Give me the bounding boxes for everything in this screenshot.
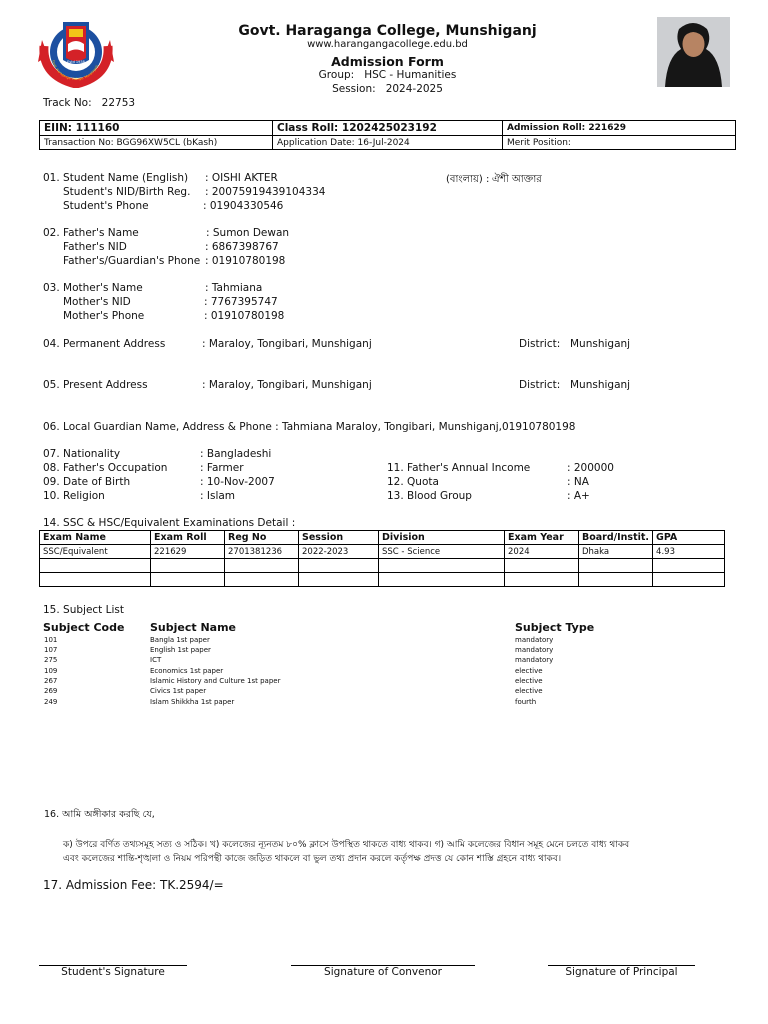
present-address-value: : Maraloy, Tongibari, Munshiganj [202, 379, 372, 391]
subject-code: 109 [44, 667, 58, 675]
subject-name: Civics 1st paper [150, 687, 207, 695]
eiin-cell: EIIN: 111160 [40, 121, 273, 136]
permanent-address-label: 04. Permanent Address [43, 338, 166, 350]
student-name-bn-value: ঐশী আক্তার [492, 174, 542, 185]
exam-cell: 221629 [151, 545, 225, 559]
logo-estd-text: Estd 1938 [67, 60, 85, 64]
present-address-label: 05. Present Address [43, 379, 148, 391]
exam-cell [653, 559, 725, 573]
exam-cell [40, 573, 151, 587]
mother-name-label: 03. Mother's Name [43, 282, 143, 294]
subject-row [0, 656, 768, 666]
quota-label: 12. Quota [387, 476, 439, 488]
income-value: : 200000 [567, 462, 614, 474]
convenor-signature-label: Signature of Convenor [324, 966, 442, 978]
track-value: 22753 [101, 97, 136, 109]
blood-group-label: 13. Blood Group [387, 490, 472, 502]
mother-name-value: : Tahmiana [205, 282, 263, 294]
application-date-cell: Application Date: 16-Jul-2024 [273, 136, 503, 150]
college-name: Govt. Haraganga College, Munshiganj [238, 23, 537, 39]
exam-cell [225, 559, 299, 573]
subject-row [0, 698, 768, 708]
exam-table-header [40, 531, 725, 545]
student-phone-value: : 01904330546 [203, 200, 284, 212]
exam-header-cell: Reg No [225, 531, 299, 545]
subject-type: elective [515, 687, 543, 695]
exam-cell: 4.93 [653, 545, 725, 559]
permanent-district-label: District: [519, 338, 561, 350]
exam-cell [379, 559, 505, 573]
subject-type: elective [515, 677, 543, 685]
group-value: HSC - Humanities [364, 69, 457, 81]
exam-section-title: 14. SSC & HSC/Equivalent Examinations Detail : [43, 517, 296, 529]
subject-type: mandatory [515, 636, 554, 644]
exam-cell [379, 573, 505, 587]
exam-cell [151, 559, 225, 573]
exam-cell [579, 573, 653, 587]
subject-row [0, 636, 768, 646]
nationality-value: : Bangladeshi [200, 448, 272, 460]
subject-name: Bangla 1st paper [150, 636, 210, 644]
exam-header-cell: Division [379, 531, 505, 545]
subject-row [0, 687, 768, 697]
exam-row [40, 573, 725, 587]
declaration-heading: 16. আমি অঙ্গীকার করছি যে, [44, 809, 155, 820]
father-phone-value: : 01910780198 [205, 255, 286, 267]
session-label: Session: [332, 83, 376, 95]
logo-ring-text: Govt. Haraganga College, Munshiganj [51, 59, 99, 82]
subject-type: mandatory [515, 646, 554, 654]
subject-row [0, 667, 768, 677]
occupation-value: : Farmer [200, 462, 244, 474]
subject-row [0, 646, 768, 656]
dob-value: : 10-Nov-2007 [200, 476, 275, 488]
father-phone-label: Father's/Guardian's Phone [63, 255, 201, 267]
subject-type: elective [515, 667, 543, 675]
college-website: www.harangangacollege.edu.bd [307, 39, 468, 50]
religion-label: 10. Religion [43, 490, 105, 502]
track-label: Track No: [43, 97, 92, 109]
exam-cell: 2024 [505, 545, 579, 559]
dob-label: 09. Date of Birth [43, 476, 131, 488]
exam-table [39, 530, 725, 587]
session-line [0, 83, 768, 95]
student-nid-value: : 20075919439104334 [205, 186, 326, 198]
exam-row [40, 559, 725, 573]
group-line [0, 69, 768, 81]
permanent-district-value: Munshiganj [570, 338, 631, 350]
admission-info-table [39, 120, 736, 150]
student-nid-label: Student's NID/Birth Reg. [63, 186, 191, 198]
mother-nid-value: : 7767395747 [204, 296, 278, 308]
local-guardian-line: 06. Local Guardian Name, Address & Phone : Tahmiana Maraloy, Tongibari, Munshiganj,01910780198 [43, 421, 576, 433]
exam-cell [299, 559, 379, 573]
exam-cell: SSC - Science [379, 545, 505, 559]
exam-cell [505, 559, 579, 573]
subject-row [0, 677, 768, 687]
form-title: Admission Form [331, 54, 444, 69]
quota-value: : NA [567, 476, 589, 488]
subject-code: 269 [44, 687, 58, 695]
student-name-value: : OISHI AKTER [205, 172, 278, 184]
track-number [43, 97, 135, 109]
group-label: Group: [318, 69, 355, 81]
father-nid-value: : 6867398767 [205, 241, 279, 253]
subject-type: fourth [515, 698, 537, 706]
blood-group-value: : A+ [567, 490, 590, 502]
exam-cell: 2022-2023 [299, 545, 379, 559]
subject-name: Islam Shikkha 1st paper [150, 698, 235, 706]
subject-code: 275 [44, 656, 58, 664]
session-value: 2024-2025 [385, 83, 443, 95]
exam-header-cell: Exam Year [505, 531, 579, 545]
exam-cell [40, 559, 151, 573]
exam-cell [653, 573, 725, 587]
student-signature-label: Student's Signature [61, 966, 165, 978]
exam-cell: 2701381236 [225, 545, 299, 559]
subject-code-header: Subject Code [43, 621, 125, 634]
transaction-cell: Transaction No: BGG96XW5CL (bKash) [40, 136, 273, 150]
subject-name: Islamic History and Culture 1st paper [150, 677, 281, 685]
subject-code: 101 [44, 636, 58, 644]
declaration-line-1: ক) উপরে বর্ণিত তথ্যসমূহ সত্য ও সঠিক। খ) কলেজের ন্যূনতম ৮০% ক্লাসে উপস্থিত থাকতে বাধ্য থাকব। গ) আমি কলেজের বিধান সমূহ মেনে চলতে বাধ্য থাকব [63, 840, 630, 850]
mother-nid-label: Mother's NID [63, 296, 131, 308]
merit-position-cell: Merit Position: [503, 136, 736, 150]
admission-fee: 17. Admission Fee: TK.2594/= [43, 878, 224, 892]
subject-code: 107 [44, 646, 58, 654]
subject-code: 249 [44, 698, 58, 706]
exam-header-cell: Exam Roll [151, 531, 225, 545]
subject-type-header: Subject Type [515, 621, 595, 634]
admission-roll-cell: Admission Roll: 221629 [503, 121, 736, 136]
subject-code: 267 [44, 677, 58, 685]
subject-section-title: 15. Subject List [43, 604, 124, 616]
subject-name: English 1st paper [150, 646, 211, 654]
exam-row [40, 545, 725, 559]
present-district-label: District: [519, 379, 561, 391]
exam-cell [505, 573, 579, 587]
father-name-label: 02. Father's Name [43, 227, 139, 239]
subject-name-header: Subject Name [150, 621, 237, 634]
exam-header-cell: Exam Name [40, 531, 151, 545]
exam-header-cell: Board/Instit. [579, 531, 653, 545]
exam-cell [151, 573, 225, 587]
subject-type: mandatory [515, 656, 554, 664]
income-label: 11. Father's Annual Income [387, 462, 531, 474]
student-phone-label: Student's Phone [63, 200, 149, 212]
class-roll-cell: Class Roll: 1202425023192 [273, 121, 503, 136]
exam-cell [579, 559, 653, 573]
permanent-address-value: : Maraloy, Tongibari, Munshiganj [202, 338, 372, 350]
father-name-value: : Sumon Dewan [206, 227, 290, 239]
principal-signature-label: Signature of Principal [565, 966, 678, 978]
father-nid-label: Father's NID [63, 241, 127, 253]
present-district-value: Munshiganj [570, 379, 631, 391]
mother-phone-label: Mother's Phone [63, 310, 145, 322]
exam-cell [225, 573, 299, 587]
exam-cell [299, 573, 379, 587]
occupation-label: 08. Father's Occupation [43, 462, 168, 474]
declaration-line-2: এবং কলেজের শান্তি-শৃঙ্খলা ও নিয়ম পরিপন্থী কাজে জড়িত থাকলে বা ভুল তথ্য প্রদান করলে কর্তৃপক্ষ প্রদত্ত যে কোন শাস্তি গ্রহনে বাধ্য থাকব। [63, 854, 562, 864]
student-name-label: 01. Student Name (English) [43, 172, 189, 184]
exam-header-cell: Session [299, 531, 379, 545]
subject-name: Economics 1st paper [150, 667, 224, 675]
nationality-label: 07. Nationality [43, 448, 121, 460]
religion-value: : Islam [200, 490, 236, 502]
subject-name: ICT [150, 656, 162, 664]
student-name-bn-label: (বাংলায়) : [446, 174, 490, 185]
exam-cell: Dhaka [579, 545, 653, 559]
mother-phone-value: : 01910780198 [204, 310, 285, 322]
exam-cell: SSC/Equivalent [40, 545, 151, 559]
student-photo [657, 17, 730, 87]
exam-header-cell: GPA [653, 531, 725, 545]
